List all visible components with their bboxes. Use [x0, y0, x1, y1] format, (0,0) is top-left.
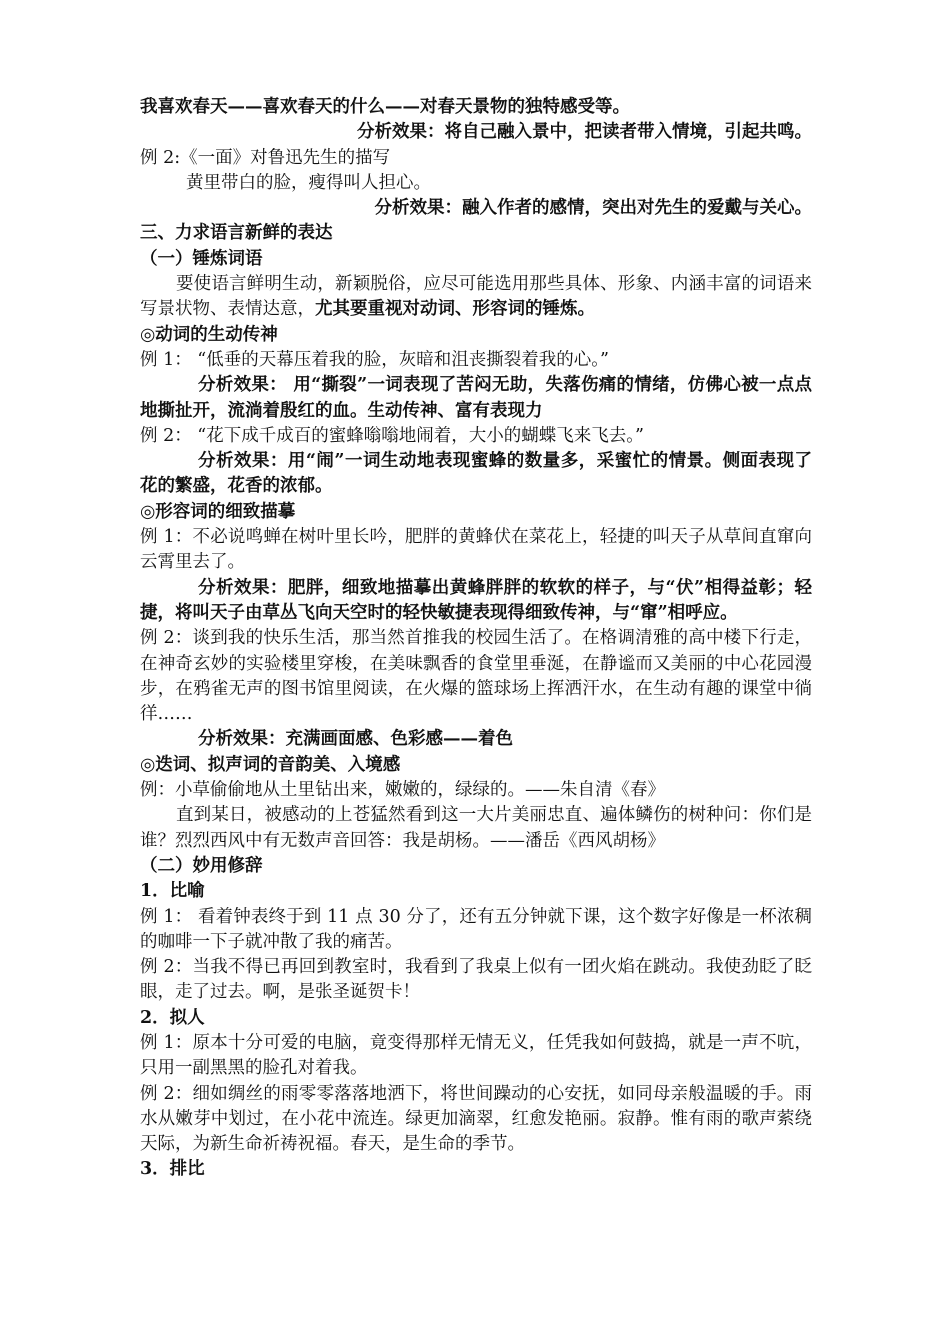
- quote-line: 黄里带白的脸，瘦得叫人担心。: [186, 172, 431, 193]
- example-heading: 例 2:《一面》对鲁迅先生的描写: [140, 147, 391, 168]
- paragraph: [140, 272, 812, 323]
- example-paragraph: 例 2：谈到我的快乐生活，那当然首推我的校园生活了。在格调清雅的高中楼下行走，在神奇玄妙的实验楼里穿梭，在美味飘香的食堂里垂涎，在静谧而又美丽的中心花园漫步，在鸦雀无声的图书馆里阅读，在火爆的篮球场上挥洒汗水，在生动有趣的课堂中徜徉……: [140, 628, 812, 725]
- analysis-paragraph: 分析效果：用“闹”一词生动地表现蜜蜂的数量多，采蜜忙的情景。侧面表现了花的繁盛，花香的浓郁。: [140, 451, 812, 497]
- example-paragraph: 例 2：当我不得已再回到教室时，我看到了我桌上似有一团火焰在跳动。我使劲眨了眨眼，走了过去。啊，是张圣诞贺卡！: [140, 957, 812, 1003]
- analysis-paragraph: 分析效果：肥胖，细致地描摹出黄蜂胖胖的软软的样子，与“伏”相得益彰；轻捷，将叫天子由草丛飞向天空时的轻快敏捷表现得细致传神，与“窜”相呼应。: [140, 577, 812, 623]
- example-paragraph: 直到某日，被感动的上苍猛然看到这一大片美丽忠直、遍体鳞伤的树种问：你们是谁？烈烈西风中有无数声音回答：我是胡杨。——潘岳《西风胡杨》: [140, 805, 812, 851]
- example-paragraph: 例 1： 看着钟表终于到 11 点 30 分了，还有五分钟就下课，这个数字好像是一杯浓稠的咖啡一下子就冲散了我的痛苦。: [140, 906, 812, 952]
- example-line: 例：小草偷偷地从土里钻出来，嫩嫩的，绿绿的。——朱自清《春》: [140, 780, 665, 801]
- example-paragraph: 例 2：细如绸丝的雨零零落落地洒下，将世间躁动的心安抚，如同母亲般温暖的手。雨水从嫩芽中划过，在小花中流连。绿更加滴翠，红愈发艳丽。寂静。惟有雨的歌声萦绕天际，为新生命祈祷祝福。春天，是生命的季节。: [140, 1083, 812, 1155]
- subsection-heading: （二）妙用修辞: [140, 855, 263, 876]
- analysis-paragraph: 分析效果： 用“撕裂”一词表现了苦闷无助，失落伤痛的情绪，仿佛心被一点点地撕扯开，流淌着殷红的血。生动传神、富有表现力: [140, 375, 812, 421]
- example-paragraph: 例 1：不必说鸣蝉在树叶里长吟，肥胖的黄蜂伏在菜花上，轻捷的叫天子从草间直窜向云霄里去了。: [140, 527, 812, 573]
- topic-heading: ◎形容词的细致描摹: [140, 501, 296, 522]
- topic-heading: ◎动词的生动传神: [140, 324, 278, 345]
- example-paragraph: 例 1：原本十分可爱的电脑，竟变得那样无情无义，任凭我如何鼓捣，就是一声不吭，只用一副黑黑的脸孔对着我。: [140, 1032, 812, 1079]
- example-line: 例 1： “低垂的天幕压着我的脸，灰暗和沮丧撕裂着我的心。”: [140, 349, 609, 370]
- rhetoric-heading: 3．排比: [140, 1159, 205, 1180]
- analysis-line: 分析效果：融入作者的感情，突出对先生的爱戴与关心。: [374, 198, 812, 219]
- analysis-line: 分析效果：将自己融入景中，把读者带入情境，引起共鸣。: [357, 122, 812, 143]
- document-page: [140, 95, 812, 1183]
- analysis-line: 分析效果：充满画面感、色彩感——着色: [198, 729, 513, 750]
- section-heading: 三、力求语言新鲜的表达: [140, 223, 333, 244]
- subsection-heading: （一）锤炼词语: [140, 248, 263, 269]
- rhetoric-heading: 2．拟人: [140, 1007, 205, 1028]
- topic-heading: ◎迭词、拟声词的音韵美、入境感: [140, 754, 401, 775]
- text-line: 我喜欢春天——喜欢春天的什么——对春天景物的独特感受等。: [140, 97, 630, 117]
- rhetoric-heading: 1．比喻: [140, 881, 205, 902]
- paragraph-emphasis: 尤其要重视对动词、形容词的锤炼。: [315, 299, 595, 320]
- paragraph-text: 要使语言鲜明生动，新颖脱俗，应尽可能选用那些具体、形象、内涵丰富的词语来写景状物、表情达意，: [140, 274, 812, 320]
- example-line: 例 2： “花下成千成百的蜜蜂嗡嗡地闹着，大小的蝴蝶飞来飞去。”: [140, 425, 644, 446]
